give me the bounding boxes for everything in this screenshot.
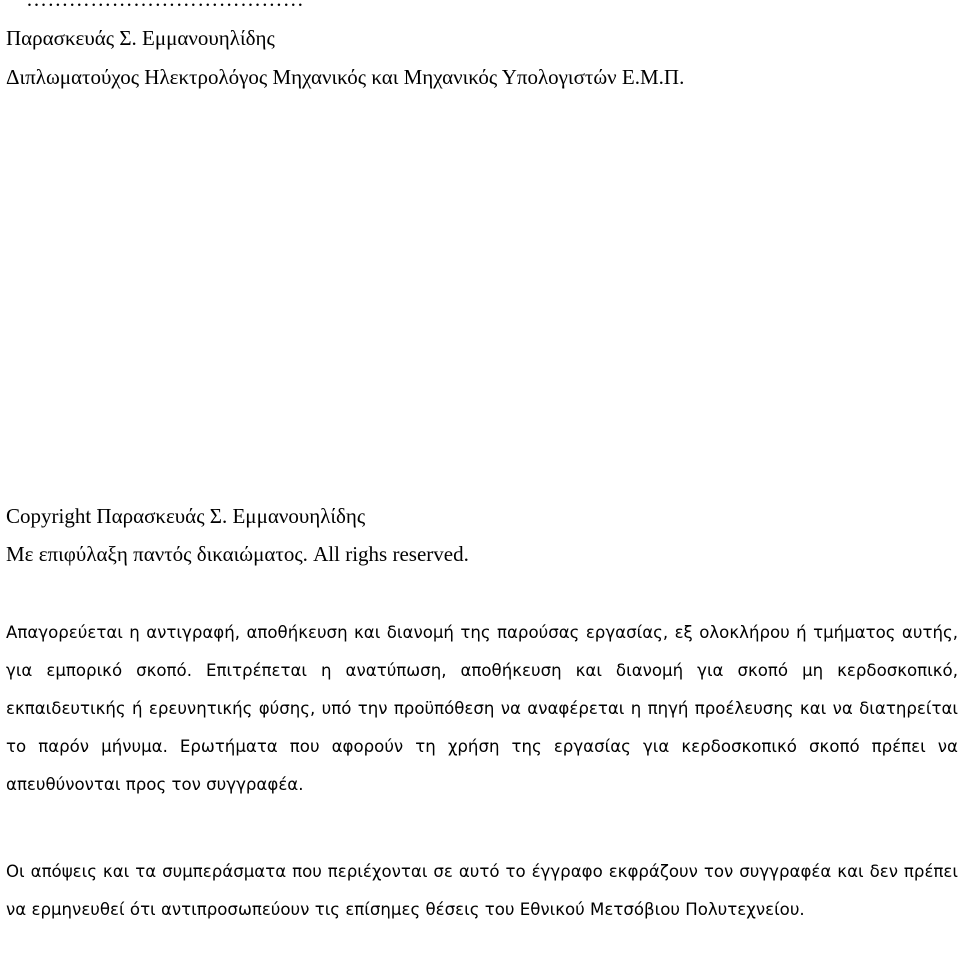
disclaimer-paragraph: Οι απόψεις και τα συμπεράσματα που περιέχονται σε αυτό το έγγραφο εκφράζουν τον συγγραφέα και δεν πρέπει να ερμηνευθεί ότι αντιπροσωπεύουν τις επίσημες θέσεις του Εθνικού Μετσόβιου Πολυτεχνείου. <box>6 862 958 919</box>
usage-restrictions-paragraph: Απαγορεύεται η αντιγραφή, αποθήκευση και διανομή της παρούσας εργασίας, εξ ολοκλήρου ή τμήματος αυτής, για εμπορικό σκοπό. Επιτρέπεται η ανατύπωση, αποθήκευση και διανομή για σκοπό μη κερδοσκοπικό, εκπαιδευτικής ή ερευνητικής φύσης, υπό την προϋπόθεση να αναφέρεται η πηγή προέλευσης και να διατηρείται το παρόν μήνυμα. Ερωτήματα που αφορούν τη χρήση της εργασίας για κερδοσκοπικό σκοπό πρέπει να απευθύνονται προς τον συγγραφέα. <box>6 623 958 794</box>
author-credentials: Διπλωματούχος Ηλεκτρολόγος Μηχανικός και Μηχανικός Υπολογιστών Ε.Μ.Π. <box>6 65 685 89</box>
signature-dots <box>26 0 304 12</box>
author-name: Παρασκευάς Σ. Εμμανουηλίδης <box>6 26 275 50</box>
copyright-line: Copyright Παρασκευάς Σ. Εμμανουηλίδης <box>6 504 366 528</box>
rights-reserved-line: Με επιφύλαξη παντός δικαιώματος. All righs reserved. <box>6 542 469 566</box>
